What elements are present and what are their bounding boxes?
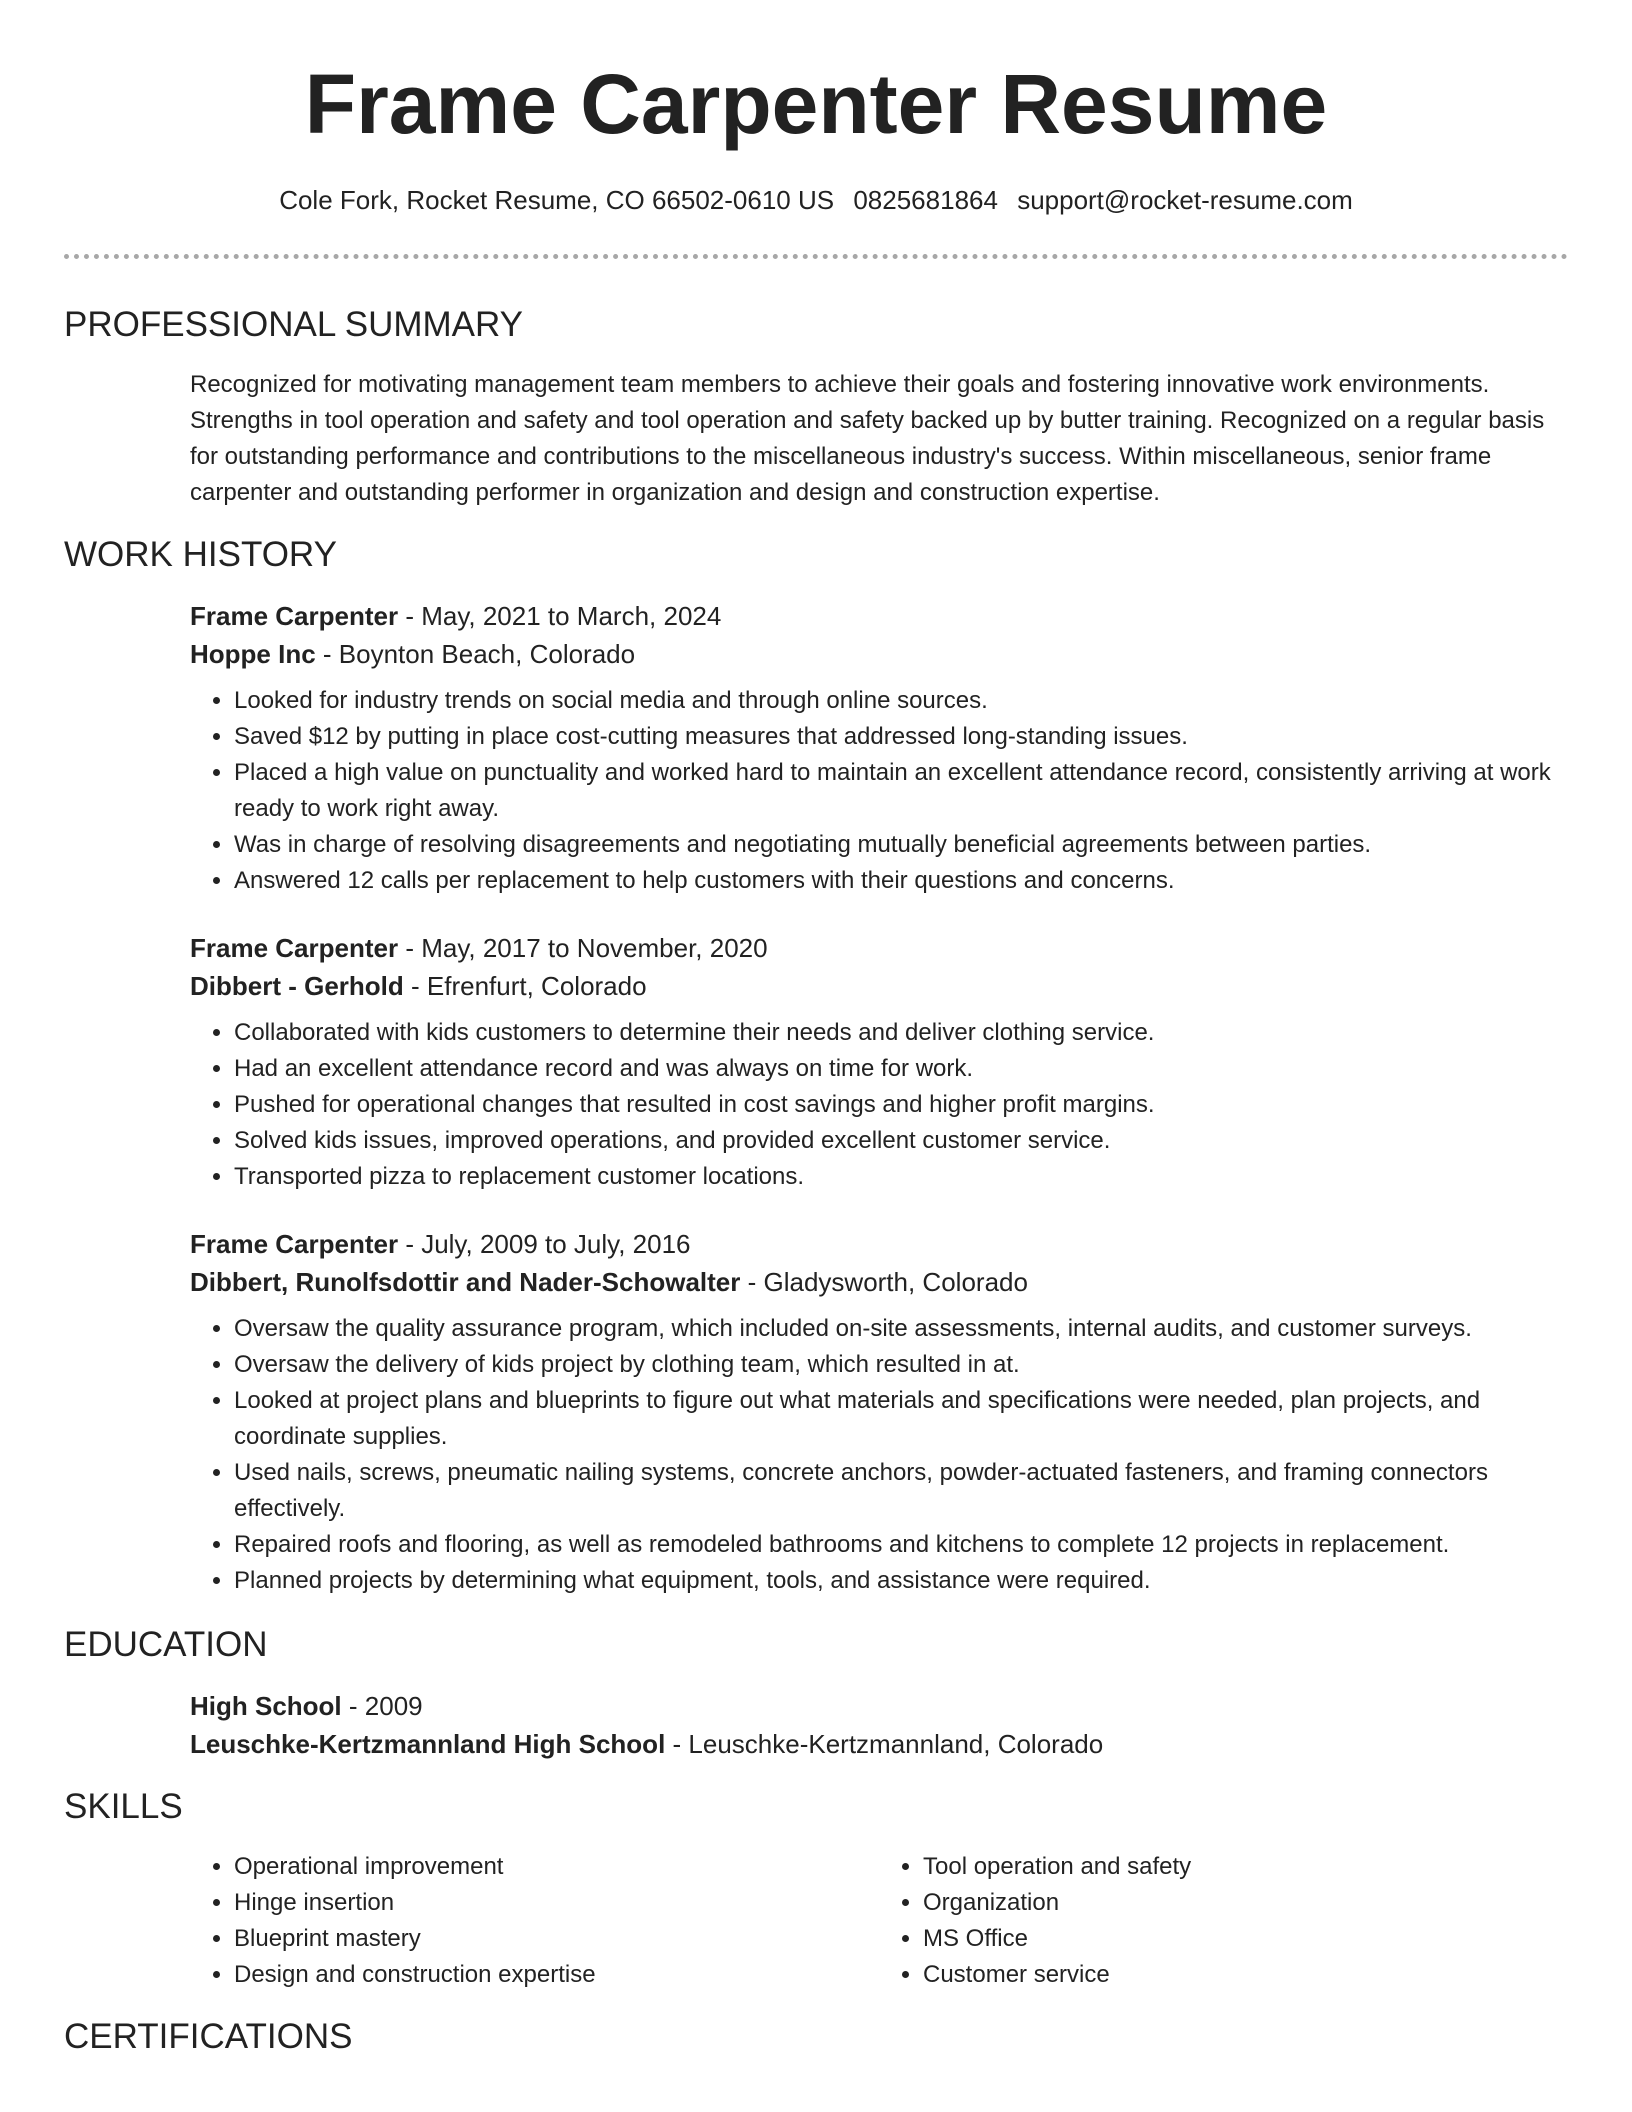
list-item: • Organization <box>923 1885 1568 1921</box>
education-year: - 2009 <box>348 1691 423 1721</box>
list-item: • Design and construction expertise <box>234 1957 879 1993</box>
summary-body <box>190 367 1568 511</box>
list-item: • Solved kids issues, improved operations, and provided excellent customer service. <box>234 1123 1568 1159</box>
skills-column-left <box>190 1849 879 1993</box>
job-bullets <box>190 1015 1568 1195</box>
list-item: • Pushed for operational changes that resulted in cost savings and higher profit margins. <box>234 1087 1568 1123</box>
job-title-line <box>190 929 1568 967</box>
skills-column-right <box>879 1849 1568 1993</box>
job-location: - Boynton Beach, Colorado <box>322 639 636 669</box>
resume-header <box>0 0 1632 218</box>
list-item: • MS Office <box>923 1921 1568 1957</box>
summary-heading: PROFESSIONAL SUMMARY <box>64 305 523 344</box>
job-company-line <box>190 1263 1568 1301</box>
list-item: • Repaired roofs and flooring, as well as remodeled bathrooms and kitchens to complete 12 projects in replacement. <box>234 1527 1568 1563</box>
job-company-line <box>190 635 1568 673</box>
list-item: • Oversaw the quality assurance program, which included on-site assessments, internal audits, and customer surveys. <box>234 1311 1568 1347</box>
list-item: • Saved $12 by putting in place cost-cutting measures that addressed long-standing issues. <box>234 719 1568 755</box>
list-item: • Collaborated with kids customers to determine their needs and deliver clothing service. <box>234 1015 1568 1051</box>
work-history-section <box>64 533 1568 1599</box>
education-school-line <box>190 1725 1568 1763</box>
contact-phone: 0825681864 <box>853 185 998 215</box>
certifications-heading: CERTIFICATIONS <box>64 2017 353 2056</box>
job-location: - Efrenfurt, Colorado <box>411 971 647 1001</box>
skills-heading: SKILLS <box>64 1787 183 1826</box>
summary-text: Recognized for motivating management team members to achieve their goals and fostering innovative work environments. Strengths in tool operation and safety and tool operation and safety backed up by butter training. Recognized on a regular basis for outstanding performance and contributions to the miscellaneous industry's success. Within miscellaneous, senior frame carpenter and outstanding performer in organization and design and construction expertise. <box>190 371 1545 506</box>
resume-title: Frame Carpenter Resume <box>304 57 1328 151</box>
job-dates: - May, 2017 to November, 2020 <box>405 933 768 963</box>
list-item: • Customer service <box>923 1957 1568 1993</box>
job-bullets <box>190 1311 1568 1599</box>
education-location: - Leuschke-Kertzmannland, Colorado <box>672 1729 1104 1759</box>
job-bullets <box>190 683 1568 899</box>
list-item: • Blueprint mastery <box>234 1921 879 1957</box>
contact-address: Cole Fork, Rocket Resume, CO 66502-0610 US <box>279 185 835 215</box>
contact-email: support@rocket-resume.com <box>1017 185 1353 215</box>
job-role: Frame Carpenter <box>190 601 399 631</box>
list-item: • Tool operation and safety <box>923 1849 1568 1885</box>
list-item: • Looked for industry trends on social media and through online sources. <box>234 683 1568 719</box>
education-degree: High School <box>190 1691 342 1721</box>
education-entry <box>190 1687 1568 1763</box>
work-history-heading: WORK HISTORY <box>64 535 337 574</box>
education-degree-line <box>190 1687 1568 1725</box>
list-item: • Oversaw the delivery of kids project by clothing team, which resulted in at. <box>234 1347 1568 1383</box>
list-item: • Operational improvement <box>234 1849 879 1885</box>
list-item: • Placed a high value on punctuality and worked hard to maintain an excellent attendance record, consistently arriving at work ready to work right away. <box>234 755 1568 827</box>
job-company: Hoppe Inc <box>190 639 316 669</box>
list-item: • Was in charge of resolving disagreements and negotiating mutually beneficial agreements between parties. <box>234 827 1568 863</box>
summary-section <box>64 303 1568 511</box>
education-school: Leuschke-Kertzmannland High School <box>190 1729 666 1759</box>
job-title-line <box>190 1225 1568 1263</box>
list-item: • Used nails, screws, pneumatic nailing systems, concrete anchors, powder-actuated fasteners, and framing connectors effectively. <box>234 1455 1568 1527</box>
job-entry <box>190 929 1568 1195</box>
skills-grid <box>190 1849 1568 1993</box>
job-entry <box>190 1225 1568 1599</box>
skills-section <box>64 1785 1568 1993</box>
list-item: • Hinge insertion <box>234 1885 879 1921</box>
job-location: - Gladysworth, Colorado <box>747 1267 1028 1297</box>
education-section <box>64 1623 1568 1763</box>
job-role: Frame Carpenter <box>190 933 399 963</box>
job-entry <box>190 597 1568 899</box>
job-dates: - May, 2021 to March, 2024 <box>405 601 722 631</box>
list-item: • Had an excellent attendance record and was always on time for work. <box>234 1051 1568 1087</box>
job-dates: - July, 2009 to July, 2016 <box>405 1229 691 1259</box>
header-divider <box>64 254 1568 259</box>
contact-line <box>0 182 1632 218</box>
list-item: • Answered 12 calls per replacement to help customers with their questions and concerns. <box>234 863 1568 899</box>
certifications-section <box>64 2015 1568 2059</box>
education-heading: EDUCATION <box>64 1625 268 1664</box>
job-company: Dibbert, Runolfsdottir and Nader-Schowalter <box>190 1267 741 1297</box>
list-item: • Planned projects by determining what equipment, tools, and assistance were required. <box>234 1563 1568 1599</box>
job-company: Dibbert - Gerhold <box>190 971 404 1001</box>
list-item: • Transported pizza to replacement customer locations. <box>234 1159 1568 1195</box>
job-title-line <box>190 597 1568 635</box>
job-role: Frame Carpenter <box>190 1229 399 1259</box>
job-company-line <box>190 967 1568 1005</box>
list-item: • Looked at project plans and blueprints to figure out what materials and specifications were needed, plan projects, and coordinate supplies. <box>234 1383 1568 1455</box>
